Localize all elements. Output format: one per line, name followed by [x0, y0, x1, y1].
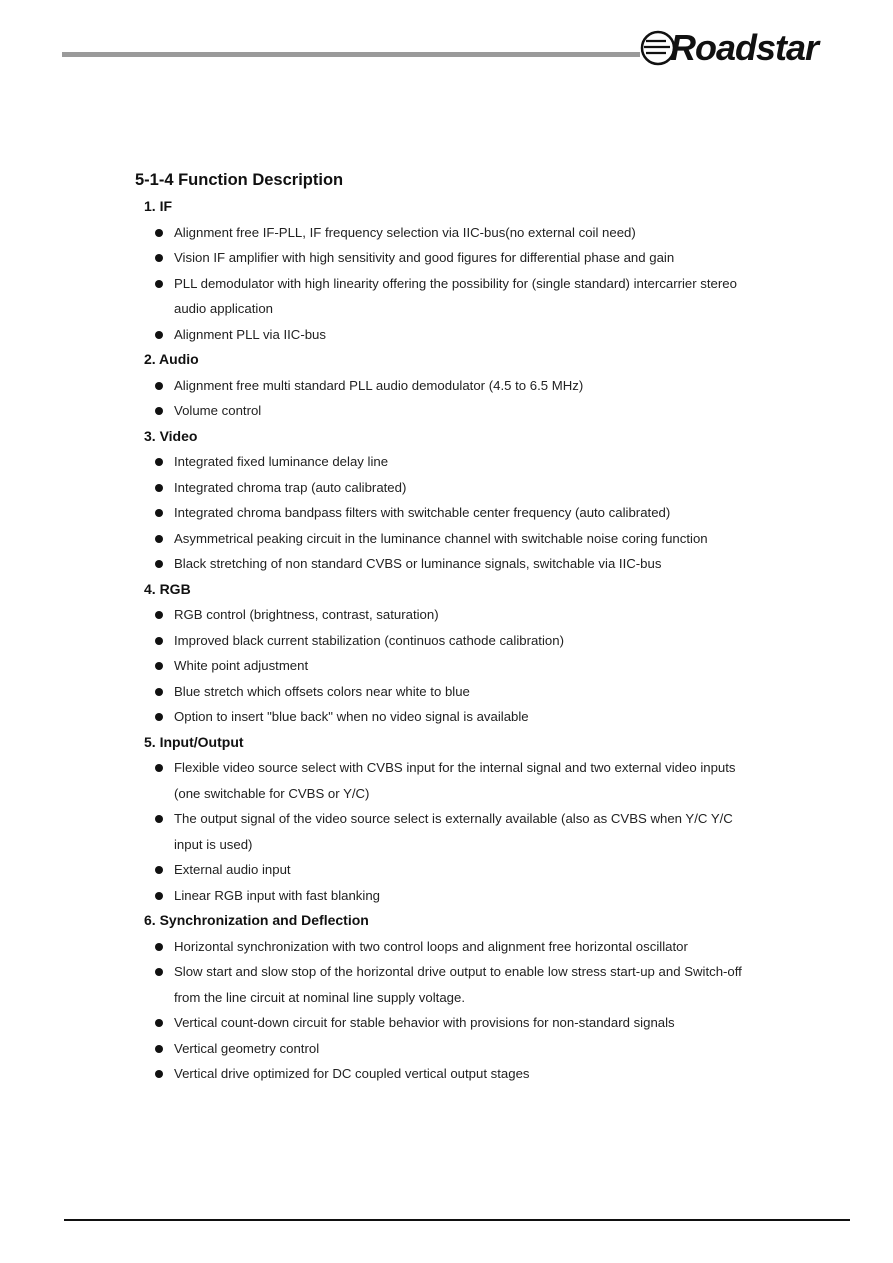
subsection: [0, 908, 893, 1087]
subsection-heading: 1. IF: [144, 198, 173, 214]
list-item: [0, 755, 893, 806]
list-item: [0, 628, 893, 654]
list-item-text: Alignment PLL via IIC-bus: [174, 326, 326, 342]
list-item: [0, 806, 893, 857]
list-item: [0, 883, 893, 909]
bullet-icon: [155, 1019, 163, 1027]
list-item: [0, 220, 893, 246]
bullet-icon: [155, 382, 163, 390]
list-item: [0, 679, 893, 705]
bullet-icon: [155, 611, 163, 619]
list-item: [0, 934, 893, 960]
list-item-text: The output signal of the video source select is externally available (also as CVBS when Y/C Y/C input is used): [174, 811, 733, 852]
list-item-text: Asymmetrical peaking circuit in the luminance channel with switchable noise coring function: [174, 530, 708, 546]
bullet-list: [0, 934, 893, 1087]
bullet-icon: [155, 1070, 163, 1078]
list-item-text: Slow start and slow stop of the horizontal drive output to enable low stress start-up and Switch-off from the line circuit at nominal line supply voltage.: [174, 964, 742, 1005]
list-item: [0, 475, 893, 501]
list-item-text: White point adjustment: [174, 658, 309, 673]
bullet-icon: [155, 815, 163, 823]
bullet-icon: [155, 968, 163, 976]
list-item-text: External audio input: [174, 862, 291, 877]
list-item: [0, 526, 893, 552]
list-item-text: Integrated chroma bandpass filters with switchable center frequency (auto calibrated): [174, 505, 671, 520]
list-item-text: Flexible video source select with CVBS input for the internal signal and two external video inputs (one switchable for CVBS or Y/C): [174, 760, 736, 801]
bullet-icon: [155, 892, 163, 900]
bullet-icon: [155, 229, 163, 237]
bullet-icon: [155, 764, 163, 772]
list-item: [0, 704, 893, 730]
list-item-text: Horizontal synchronization with two control loops and alignment free horizontal oscillator: [174, 938, 688, 954]
list-item: [0, 857, 893, 883]
list-item: [0, 500, 893, 526]
list-item: [0, 653, 893, 679]
list-item: [0, 1010, 893, 1036]
list-item: [0, 959, 893, 1010]
list-item: [0, 322, 893, 348]
bullet-icon: [155, 637, 163, 645]
subsection: [0, 194, 893, 347]
list-item-text: Option to insert "blue back" when no video signal is available: [174, 709, 529, 724]
footer-rule: [64, 1219, 850, 1221]
subsection-heading: 3. Video: [144, 427, 198, 444]
list-item-text: Alignment free multi standard PLL audio demodulator (4.5 to 6.5 MHz): [174, 377, 584, 393]
list-item-text: Integrated fixed luminance delay line: [174, 454, 389, 469]
subsection: [0, 347, 893, 424]
function-description-body: [0, 194, 893, 1087]
bullet-icon: [155, 280, 163, 288]
roadstar-logo: [640, 26, 852, 74]
bullet-icon: [155, 943, 163, 951]
bullet-icon: [155, 458, 163, 466]
list-item: [0, 373, 893, 399]
subsection: [0, 730, 893, 909]
list-item-text: Improved black current stabilization (continuos cathode calibration): [174, 632, 564, 648]
bullet-icon: [155, 1045, 163, 1053]
list-item-text: Integrated chroma trap (auto calibrated): [174, 479, 407, 495]
bullet-list: [0, 220, 893, 348]
list-item-text: Vertical geometry control: [174, 1040, 320, 1056]
header-rule: [62, 52, 640, 57]
bullet-icon: [155, 535, 163, 543]
list-item-text: Black stretching of non standard CVBS or luminance signals, switchable via IIC-bus: [174, 556, 662, 571]
bullet-icon: [155, 484, 163, 492]
list-item-text: Blue stretch which offsets colors near white to blue: [174, 683, 470, 699]
bullet-icon: [155, 560, 163, 568]
bullet-icon: [155, 688, 163, 696]
list-item: [0, 1036, 893, 1062]
list-item: [0, 245, 893, 271]
list-item-text: Volume control: [174, 403, 262, 418]
subsection: [0, 577, 893, 730]
subsection-heading: 6. Synchronization and Deflection: [144, 912, 369, 928]
list-item: [0, 271, 893, 322]
bullet-icon: [155, 662, 163, 670]
bullet-icon: [155, 866, 163, 874]
bullet-icon: [155, 331, 163, 339]
bullet-list: [0, 755, 893, 908]
bullet-icon: [155, 407, 163, 415]
list-item-text: Vertical drive optimized for DC coupled vertical output stages: [174, 1066, 530, 1081]
bullet-icon: [155, 254, 163, 262]
subsection: [0, 424, 893, 577]
list-item-text: Vertical count-down circuit for stable behavior with provisions for non-standard signals: [174, 1015, 675, 1030]
bullet-list: [0, 373, 893, 424]
list-item: [0, 602, 893, 628]
list-item-text: RGB control (brightness, contrast, saturation): [174, 607, 439, 622]
list-item: [0, 1061, 893, 1087]
list-item-text: PLL demodulator with high linearity offering the possibility for (single standard) intercarrier stereo audio application: [174, 275, 737, 316]
bullet-icon: [155, 713, 163, 721]
list-item-text: Vision IF amplifier with high sensitivity and good figures for differential phase and gain: [174, 250, 675, 265]
subsection-heading: 5. Input/Output: [144, 733, 244, 750]
subsection-heading: 4. RGB: [144, 580, 191, 597]
list-item-text: Alignment free IF-PLL, IF frequency selection via IIC-bus(no external coil need): [174, 224, 636, 240]
bullet-list: [0, 449, 893, 577]
list-item: [0, 398, 893, 424]
bullet-icon: [155, 509, 163, 517]
list-item-text: Linear RGB input with fast blanking: [174, 887, 380, 903]
list-item: [0, 551, 893, 577]
subsection-heading: 2. Audio: [144, 351, 199, 367]
list-item: [0, 449, 893, 475]
brand-name: Roadstar: [670, 27, 819, 68]
section-title: 5-1-4 Function Description: [135, 171, 344, 189]
bullet-list: [0, 602, 893, 730]
